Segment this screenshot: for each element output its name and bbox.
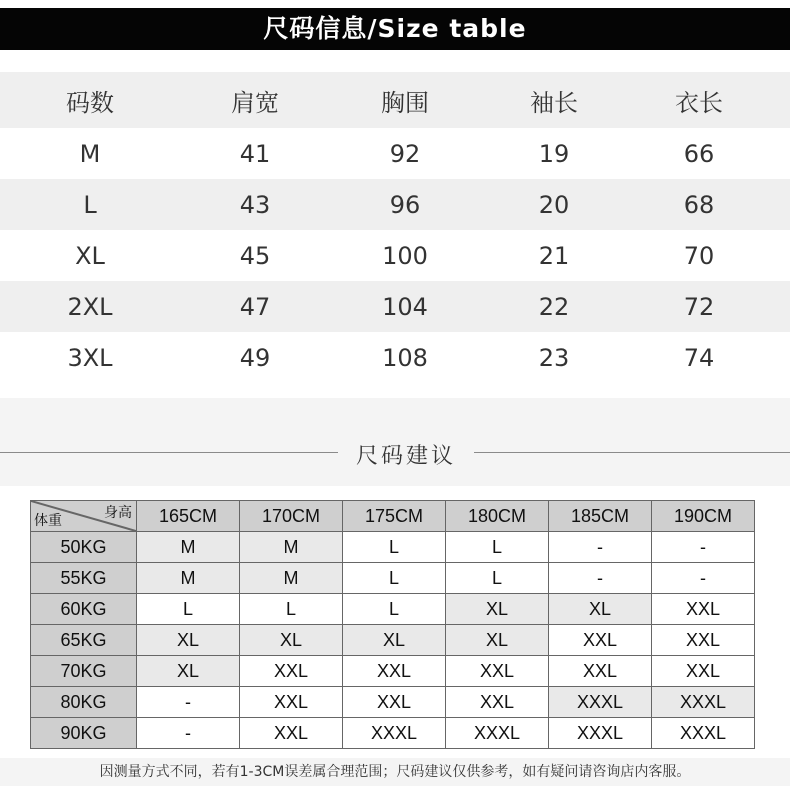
recommended-size-cell: L: [446, 532, 549, 563]
recommended-size-cell: L: [343, 532, 446, 563]
size-row: [0, 128, 790, 179]
height-header: 185CM: [549, 501, 652, 532]
size-cell: 104: [382, 292, 428, 321]
size-cell: 23: [538, 343, 570, 372]
size-cell: 21: [538, 241, 570, 270]
recommended-size-cell: XXXL: [343, 718, 446, 749]
size-cell: 108: [382, 343, 428, 372]
recommended-size-cell: XXXL: [652, 718, 755, 749]
recommended-size-cell: XXL: [652, 656, 755, 687]
header-shoulder: 肩宽: [231, 88, 279, 117]
recommended-size-cell: -: [137, 718, 240, 749]
size-cell: 45: [239, 241, 271, 270]
recommended-size-cell: XXL: [549, 656, 652, 687]
size-row: [0, 230, 790, 281]
recommended-size-cell: XXL: [446, 687, 549, 718]
size-cell: XL: [75, 241, 105, 270]
height-header: 165CM: [137, 501, 240, 532]
recommended-size-cell: L: [343, 563, 446, 594]
size-cell: 96: [389, 190, 421, 219]
size-cell: 20: [538, 190, 570, 219]
weight-header: 70KG: [31, 656, 137, 687]
recommended-size-cell: M: [137, 532, 240, 563]
size-cell: 49: [239, 343, 271, 372]
corner-cell: [31, 501, 137, 532]
recommended-size-cell: XXL: [240, 718, 343, 749]
recommended-size-cell: -: [549, 563, 652, 594]
recommended-size-cell: XXL: [343, 687, 446, 718]
size-cell: M: [79, 139, 101, 168]
recommendation-row: [31, 532, 755, 563]
recommended-size-cell: XXL: [343, 656, 446, 687]
recommended-size-cell: M: [240, 532, 343, 563]
size-cell: 68: [683, 190, 715, 219]
recommended-size-cell: XL: [137, 656, 240, 687]
height-header: 170CM: [240, 501, 343, 532]
height-header: 190CM: [652, 501, 755, 532]
page-title: 尺码信息/Size table: [0, 8, 790, 50]
recommended-size-cell: XXL: [240, 687, 343, 718]
recommended-size-cell: XXL: [652, 625, 755, 656]
weight-header: 55KG: [31, 563, 137, 594]
size-cell: 72: [683, 292, 715, 321]
recommended-size-cell: XL: [137, 625, 240, 656]
size-cell: 47: [239, 292, 271, 321]
size-cell: 22: [538, 292, 570, 321]
size-cell: 41: [239, 139, 271, 168]
recommended-size-cell: M: [137, 563, 240, 594]
corner-height-label: 身高: [104, 504, 132, 520]
size-table-header: [0, 72, 790, 128]
recommended-size-cell: XL: [446, 625, 549, 656]
size-cell: 3XL: [67, 343, 113, 372]
corner-weight-label: 体重: [34, 512, 62, 528]
recommended-size-cell: XXL: [652, 594, 755, 625]
recommended-size-cell: L: [446, 563, 549, 594]
recommended-size-cell: -: [652, 532, 755, 563]
recommendation-table: [30, 500, 755, 749]
header-size: 码数: [66, 88, 114, 117]
size-table: [0, 72, 790, 383]
recommended-size-cell: XL: [549, 594, 652, 625]
recommended-size-cell: XXXL: [549, 718, 652, 749]
size-cell: 19: [538, 139, 570, 168]
recommended-size-cell: XXL: [549, 625, 652, 656]
recommended-size-cell: XL: [343, 625, 446, 656]
footnote: 因测量方式不同，若有1-3CM误差属合理范围；尺码建议仅供参考，如有疑问请咨询店内客服。: [0, 758, 790, 786]
size-row: [0, 332, 790, 383]
recommended-size-cell: XL: [240, 625, 343, 656]
recommended-size-cell: XXXL: [652, 687, 755, 718]
size-cell: 43: [239, 190, 271, 219]
weight-header: 90KG: [31, 718, 137, 749]
weight-header: 60KG: [31, 594, 137, 625]
weight-header: 65KG: [31, 625, 137, 656]
weight-header: 50KG: [31, 532, 137, 563]
recommended-size-cell: L: [240, 594, 343, 625]
recommendation-title: 尺码建议: [355, 444, 456, 469]
recommendation-row: [31, 687, 755, 718]
recommended-size-cell: M: [240, 563, 343, 594]
recommended-size-cell: XXL: [446, 656, 549, 687]
size-cell: 92: [389, 139, 421, 168]
divider-line-right: [474, 452, 790, 453]
height-header: 180CM: [446, 501, 549, 532]
recommendation-row: [31, 718, 755, 749]
recommended-size-cell: XXXL: [446, 718, 549, 749]
header-sleeve: 袖长: [530, 88, 578, 117]
recommended-size-cell: L: [137, 594, 240, 625]
recommended-size-cell: -: [549, 532, 652, 563]
header-chest: 胸围: [381, 88, 429, 117]
recommended-size-cell: -: [652, 563, 755, 594]
recommendation-row: [31, 563, 755, 594]
recommended-size-cell: XXXL: [549, 687, 652, 718]
recommendation-row: [31, 625, 755, 656]
size-cell: 66: [683, 139, 715, 168]
header-length: 衣长: [675, 88, 723, 117]
weight-header: 80KG: [31, 687, 137, 718]
size-row: [0, 281, 790, 332]
recommended-size-cell: -: [137, 687, 240, 718]
size-row: [0, 179, 790, 230]
recommendation-row: [31, 594, 755, 625]
size-cell: 70: [683, 241, 715, 270]
recommended-size-cell: XL: [446, 594, 549, 625]
recommended-size-cell: XXL: [240, 656, 343, 687]
size-cell: 74: [683, 343, 715, 372]
size-cell: L: [83, 190, 97, 219]
height-header: 175CM: [343, 501, 446, 532]
divider-line-left: [0, 452, 338, 453]
size-cell: 100: [382, 241, 428, 270]
recommendation-row: [31, 656, 755, 687]
recommended-size-cell: L: [343, 594, 446, 625]
size-cell: 2XL: [67, 292, 113, 321]
